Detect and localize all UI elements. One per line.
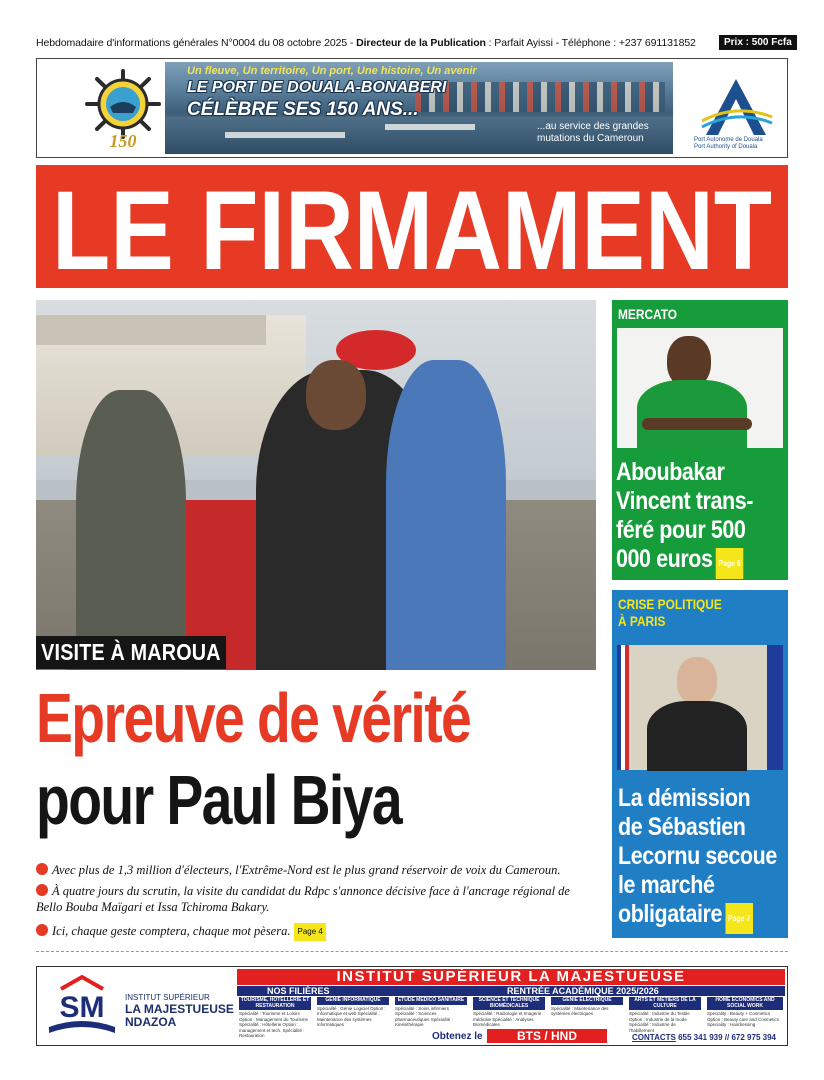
price-badge: Prix : 500 Fcfa [719,35,797,50]
ad-column [551,997,623,1025]
main-photo-visit [36,300,596,670]
banner-slogan: Un fleuve, Un territoire, Un port, Une histoire, Un avenir [187,65,477,77]
ad-title: INSTITUT SUPÉRIEUR LA MAJESTUEUSE [237,969,785,985]
institute-small-label: INSTITUT SUPÉRIEUR [125,993,210,1002]
bullet-dot-icon [36,884,48,896]
page-ref-crise[interactable]: Page 7 [725,903,752,934]
contacts-numbers[interactable]: 655 341 939 // 672 975 394 [678,1033,776,1042]
masthead-title-text: LE FIRMAMENT [52,168,772,293]
mercato-label: MERCATO [618,306,678,322]
ad-column [395,997,467,1025]
port-authority-name [694,137,784,151]
mercato-photo [617,328,783,448]
ad-subheader [237,986,785,996]
ad-column-title: GÉNIE INFORMATIQUE [317,997,389,1005]
logo-150-text: 150 [109,131,137,151]
mercato-box[interactable] [612,300,788,580]
banner-subtitle: ...au service des grandes mutations du Cameroun [537,121,649,144]
ad-column-body: Spécialité : Industrie du Textile Option : Industrie de la mode Spécialité : Industrie de l'habillement [629,1011,690,1033]
ad-column-body: Spécialité : Maintenance des systèmes électriques [551,1005,609,1016]
filieres-label: NOS FILIÈRES [267,986,330,996]
mercato-headline-line: féré pour 500 [616,516,746,544]
ad-column-body: Spécialité : Soins infirmiers Spécialité : Sciences pharmaceutiques Spécialité : Kinésithérapie [395,1005,453,1027]
bullet-2-text: À quatre jours du scrutin, la visite du candidat du Rdpc s'annonce décisive face à l'ancrage régional de Bello Bouba Maïgari et Issa Tchiroma Bakary. [36,884,570,914]
phone: - Téléphone : +237 691131852 [555,37,696,49]
ad-column-body: Speciality : Beauty + Cosmetics Option : Beauty care and Cosmetics Speciality : Hairdressing [707,1011,780,1027]
institute-ad[interactable] [36,966,788,1046]
page-ref-mercato[interactable]: Page 6 [716,548,743,579]
publication-info [36,37,746,49]
crise-label-line: À PARIS [618,613,666,629]
masthead-title [36,165,788,293]
bullet-3-text: Ici, chaque geste comptera, chaque mot pèsera. [52,924,291,938]
port-banner-ad[interactable] [36,58,788,158]
ad-column [239,997,311,1038]
port-150-logo-icon [77,67,169,151]
institute-logo-icon [41,971,123,1043]
ad-column-title: ÉTUDE MÉDICO SANITAIRE [395,997,467,1005]
bullet-2 [36,883,596,915]
director-label: Directeur de la Publication [356,37,486,49]
issue-number: N°0004 du 08 octobre 2025 - [221,37,354,49]
kicker-label: VISITE À MAROUA [36,636,226,669]
ad-column [707,997,783,1025]
ad-column [473,997,545,1025]
diplomas-badge: BTS / HND [487,1029,607,1043]
crise-headline-line: obligataire [618,900,722,928]
institute-logo-letters: SM [59,991,105,1024]
banner-title-line2: CÉLÈBRE SES 150 ANS... [187,99,419,120]
bullet-3 [36,923,596,941]
bullet-dot-icon [36,863,48,875]
contacts-label: CONTACTS [632,1033,676,1042]
ad-column-body: Spécialité : Radiologie et Imagerie médicale Spécialité : Analyses Biomédicales [473,1011,542,1027]
mercato-headline [616,458,788,579]
banner-title-line1: LE PORT DE DOUALA-BONABERI [187,79,447,96]
ad-column-title: TOURISME, HÔTELLERIE ET RESTAURATION [240,997,310,1009]
ad-column-title: HOME ECONOMICS AND SOCIAL WORK [707,997,783,1010]
page-ref-main[interactable]: Page 4 [294,923,325,941]
frequency: Hebdomadaire d'informations générales [36,37,219,49]
crise-label-line: CRISE POLITIQUE [618,596,722,612]
institute-name-line1: LA MAJESTUEUSE [125,1002,234,1016]
crise-headline-line: de Sébastien [618,813,746,841]
bullet-1 [36,862,596,878]
ad-column-title: GÉNIE ÉLECTRIQUE [551,997,623,1005]
crise-headline-line: La démission [618,784,751,812]
separator [36,951,788,952]
rentree-label: RENTRÉE ACADÉMIQUE 2025/2026 [507,986,659,996]
port-authority-name-en: Port Authority of Douala [694,144,758,150]
crise-box[interactable] [612,590,788,938]
mercato-headline-line: Vincent trans- [616,487,753,515]
obtenez-label: Obtenez le [432,1031,483,1042]
institute-name-line2: NDAZOA [125,1015,177,1029]
bullet-1-text: Avec plus de 1,3 million d'électeurs, l'Extrême-Nord est le plus grand réservoir de voix du Cameroun. [52,863,561,877]
ad-column-body: Spécialité : Génie Logiciel Option : Informatique et web Spécialité : Maintenance des systèmes informatiques [317,1005,386,1027]
institute-name [125,1003,234,1029]
masthead [36,165,788,293]
director-name: : Parfait Ayissi [488,37,553,49]
headline-line1[interactable]: Epreuve de vérité [36,679,471,757]
bullet-dot-icon [36,924,48,936]
crise-headline-line: Lecornu secoue [618,842,777,870]
crise-headline [618,784,790,934]
ad-column-title: ARTS ET MÉTIERS DE LA CULTURE [629,997,701,1010]
ad-contacts [632,1033,776,1042]
mercato-headline-line: 000 euros [616,545,713,573]
ad-column-title: SCIENCE ET TECHNIQUE BIOMÉDICALES [473,997,545,1010]
crise-label [618,596,722,630]
headline-line2[interactable]: pour Paul Biya [36,761,402,839]
ad-column [629,997,701,1033]
port-authority-name-fr: Port Autonome de Douala [694,137,763,143]
ad-column-body: Spécialité : Tourisme et Loisirs Option : Management du Tourisme Spécialité : Hôtellerie Option : management et tech. Spécialité : Restauration [239,1011,308,1038]
mercato-headline-line: Aboubakar [616,458,725,486]
crise-photo [617,645,783,770]
crise-headline-line: le marché [618,871,715,899]
ad-column [317,997,389,1025]
